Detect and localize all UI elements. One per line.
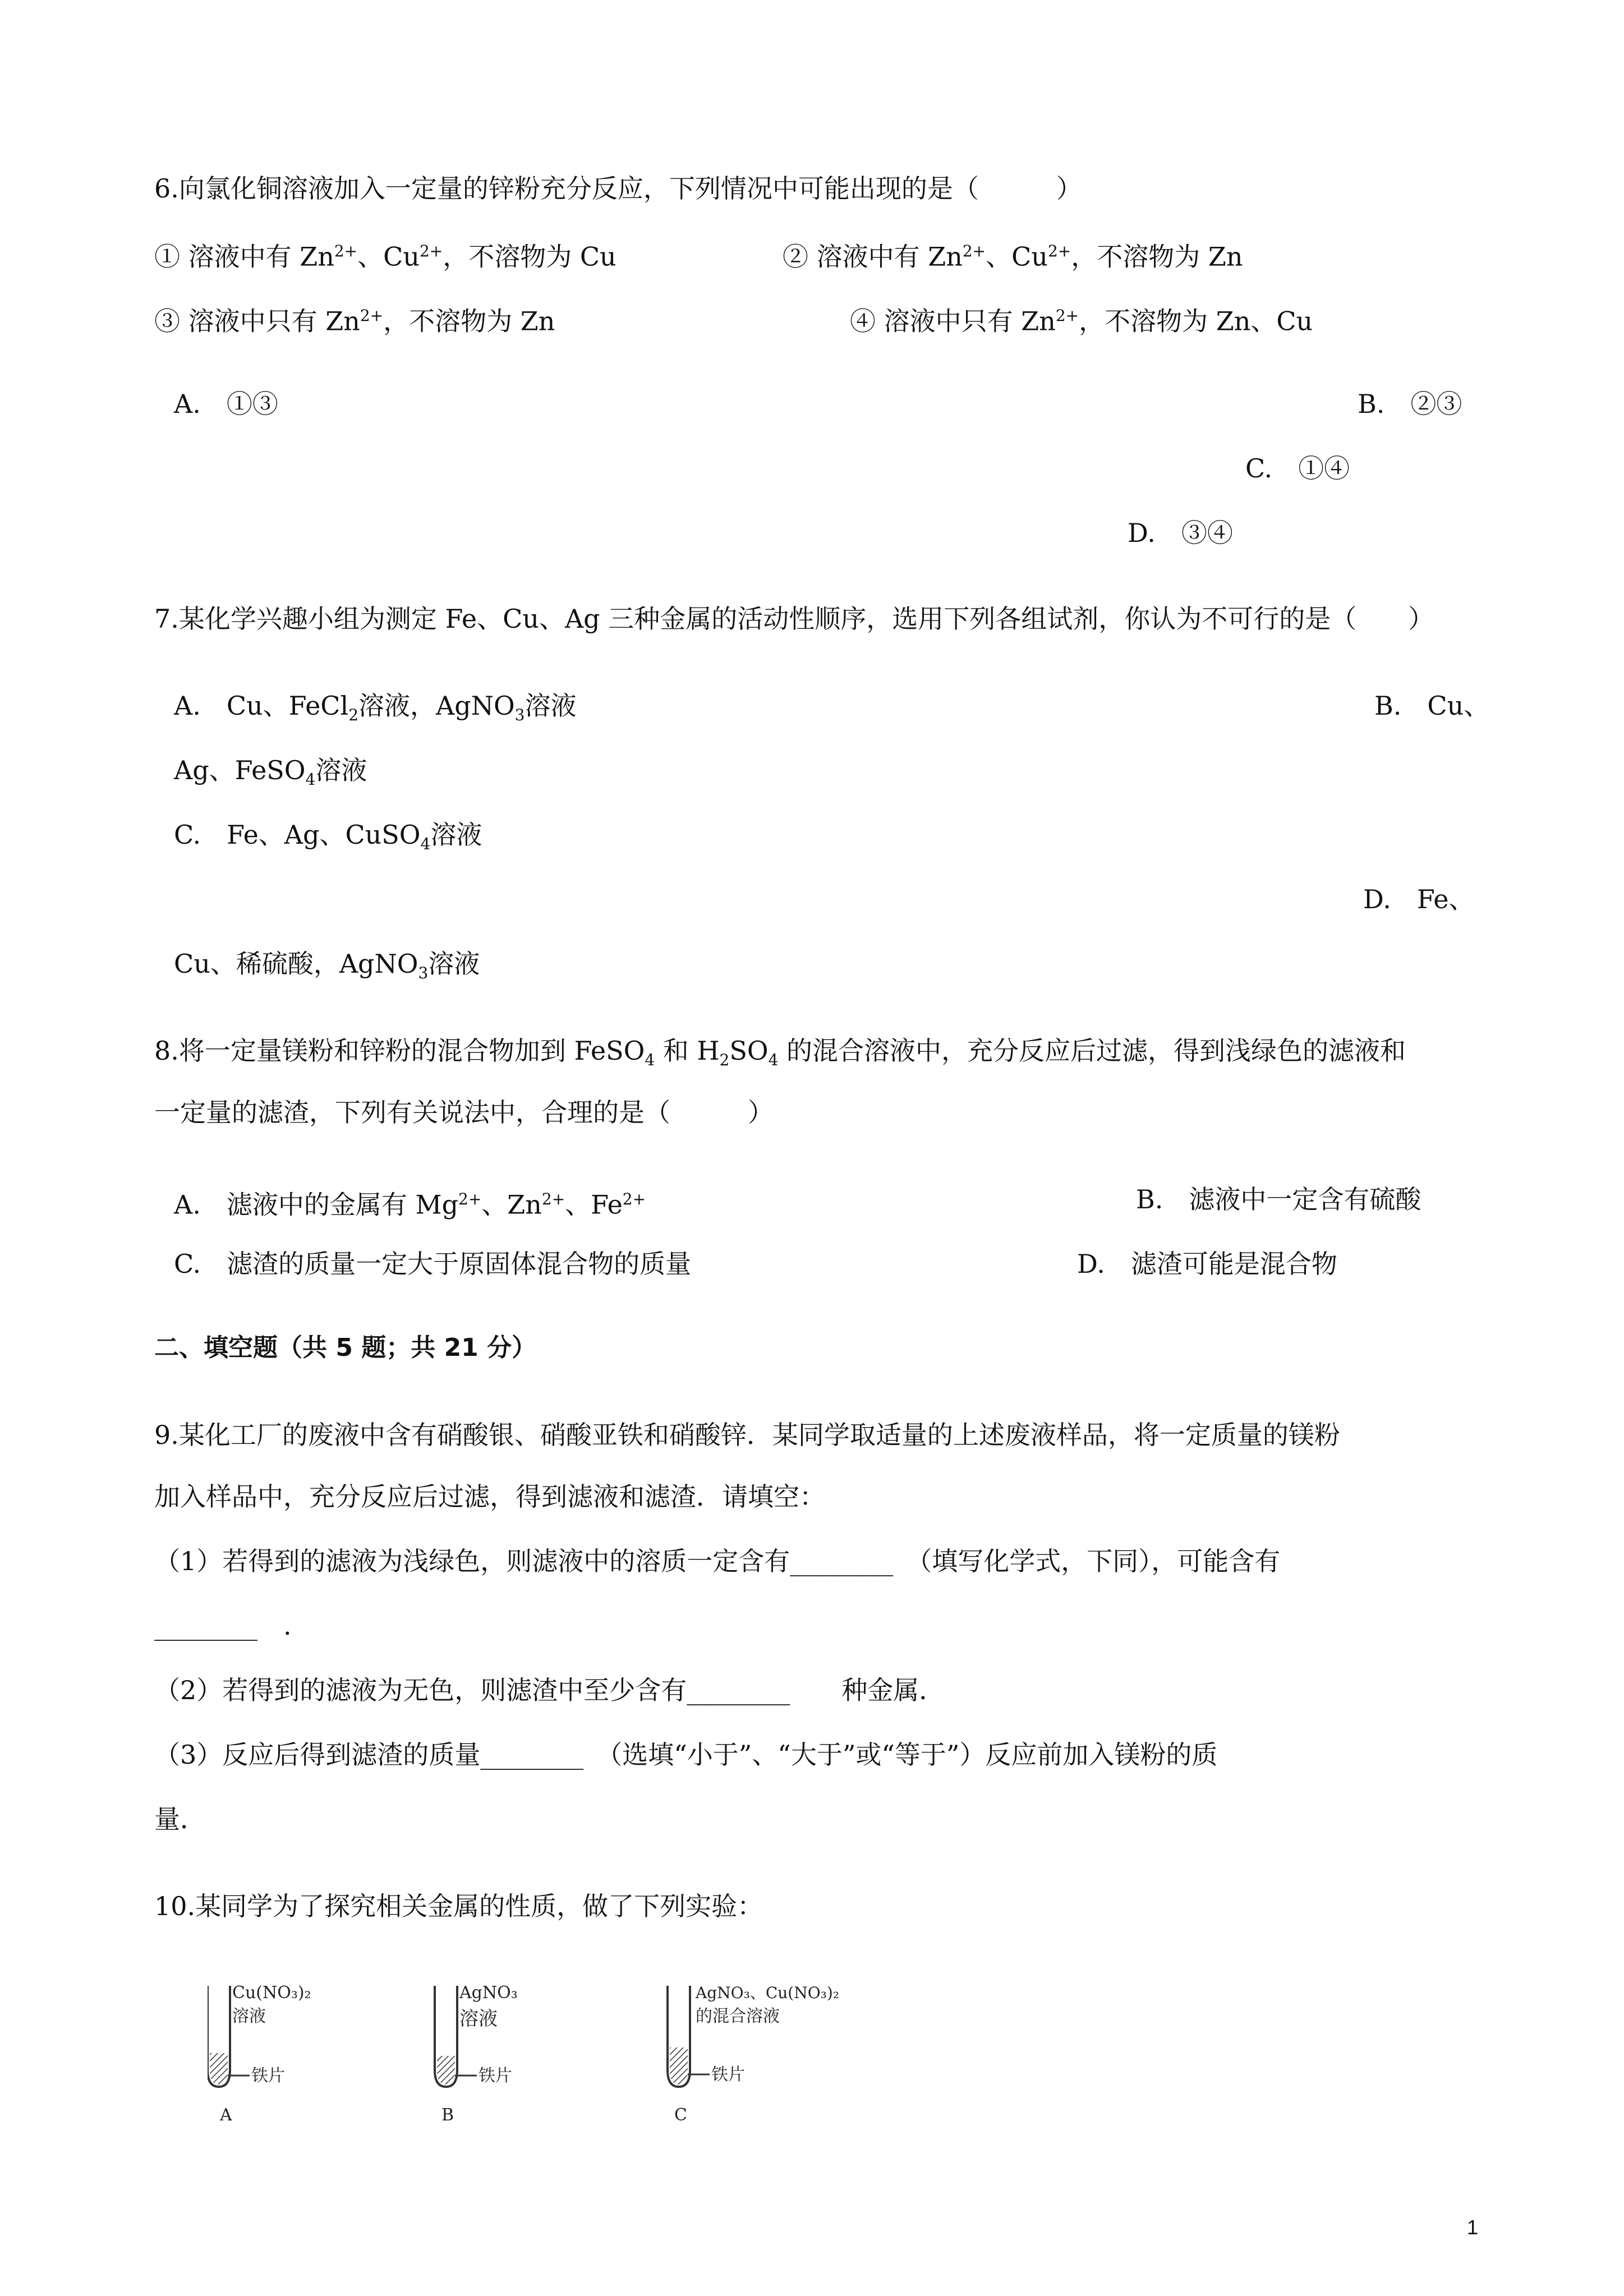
q6-option-c: C. ①④	[1245, 453, 1350, 484]
page-number: 1	[1466, 2216, 1478, 2239]
tube-a-solution-label-2: 溶液	[232, 2007, 266, 2026]
tube-b-metal-label: 铁片	[479, 2066, 512, 2086]
q9-stem-line1: 9.某化工厂的废液中含有硝酸银、硝酸亚铁和硝酸锌．某同学取适量的上述废液样品，将一定质量的镁粉	[154, 1420, 1340, 1450]
tube-b-solution-label: AgNO₃	[459, 1983, 518, 2003]
test-tube-b	[435, 1983, 518, 2125]
q8-stem-line1: 8.将一定量镁粉和锌粉的混合物加到 FeSO$_4$ 和 $H_2SO_4$ 的混合溶液中，充分反应后过滤，得到浅绿色的滤液和	[154, 1036, 1406, 1070]
section-2-heading: 二、填空题（共 5 题；共 21 分）	[154, 1333, 537, 1362]
q8-stem-line2: 一定量的滤渣，下列有关说法中，合理的是（ ）	[154, 1097, 774, 1128]
test-tube-a	[208, 1983, 311, 2125]
q9-part-1: （1）若得到的滤液为浅绿色，则滤液中的溶质一定含有________ （填写化学式，下同），可能含有	[154, 1546, 1281, 1576]
q6-option-a: A. ①③	[174, 389, 278, 419]
q8-option-c: C. 滤渣的质量一定大于原固体混合物的质量	[174, 1249, 692, 1279]
tube-c-solution-label: AgNO₃、Cu(NO₃)₂	[696, 1984, 840, 2002]
q7-option-c: C. Fe、Ag、CuSO$_4$溶液	[174, 820, 482, 854]
q6-stem: 6.向氯化铜溶液加入一定量的锌粉充分反应，下列情况中可能出现的是（ ）	[154, 173, 1082, 204]
tube-a-tag: A	[220, 2105, 232, 2125]
test-tube-c	[668, 1984, 839, 2125]
q6-statement-2: ② 溶液中有 $Zn^{2+}$、$Cu^{2+}$，不溶物为 Zn	[783, 241, 1243, 272]
tube-b-solution	[437, 2056, 455, 2085]
q6-option-d: D. ③④	[1128, 518, 1233, 548]
q7-stem: 7.某化学兴趣小组为测定 Fe、Cu、Ag 三种金属的活动性顺序，选用下列各组试剂，你认为不可行的是（ ）	[154, 604, 1434, 634]
q9-part-1-cont: ________ .	[154, 1611, 292, 1641]
q6-statement-4: ④ 溶液中只有 $Zn^{2+}$，不溶物为 Zn、Cu	[850, 306, 1313, 337]
q6-option-b: B. ②③	[1358, 389, 1462, 419]
tube-c-tag: C	[674, 2105, 687, 2125]
tube-c-solution-label-2: 的混合溶液	[696, 2007, 780, 2026]
q8-option-d: D. 滤渣可能是混合物	[1077, 1249, 1337, 1279]
tube-a-metal-label: 铁片	[251, 2066, 285, 2086]
q8-option-a: A. 滤液中的金属有 $Mg^{2+}$、$Zn^{2+}$、$Fe^{2+}$	[174, 1189, 646, 1220]
q6-statement-1: ① 溶液中有 $Zn^{2+}$、$Cu^{2+}$，不溶物为 Cu	[154, 241, 617, 272]
tube-b-solution-label-2: 溶液	[459, 2008, 498, 2030]
test-tube-figure	[208, 1980, 937, 2126]
q7-option-d: D. Fe、	[1363, 884, 1475, 914]
tube-c-solution	[670, 2047, 688, 2085]
tube-b-tag: B	[441, 2105, 454, 2125]
q7-option-a: A. Cu、FeCl$_2$溶液，AgNO$_3$溶液	[174, 691, 577, 725]
tube-a-solution-label: Cu(NO₃)₂	[232, 1983, 311, 2003]
q8-option-b: B. 滤液中一定含有硫酸	[1136, 1184, 1421, 1214]
tube-c-metal-label: 铁片	[711, 2065, 745, 2085]
q7-option-b: B. Cu、	[1374, 691, 1490, 721]
q9-stem-line2: 加入样品中，充分反应后过滤，得到滤液和滤渣．请填空：	[154, 1481, 825, 1512]
q6-statement-3: ③ 溶液中只有 $Zn^{2+}$，不溶物为 Zn	[154, 306, 555, 337]
q7-option-d-cont: Cu、稀硫酸，AgNO$_3$溶液	[174, 949, 480, 983]
q7-option-b-cont: Ag、FeSO$_4$溶液	[174, 755, 367, 789]
tube-a-solution	[210, 2053, 228, 2085]
q9-part-3-cont: 量．	[154, 1804, 206, 1834]
q9-part-3: （3）反应后得到滤渣的质量________ （选填“小于”、“大于”或“等于”）反应前加入镁粉的质	[154, 1740, 1218, 1770]
q9-part-2: （2）若得到的滤液为无色，则滤渣中至少含有________ 种金属．	[154, 1675, 945, 1705]
q10-stem: 10.某同学为了探究相关金属的性质，做了下列实验：	[154, 1891, 763, 1921]
